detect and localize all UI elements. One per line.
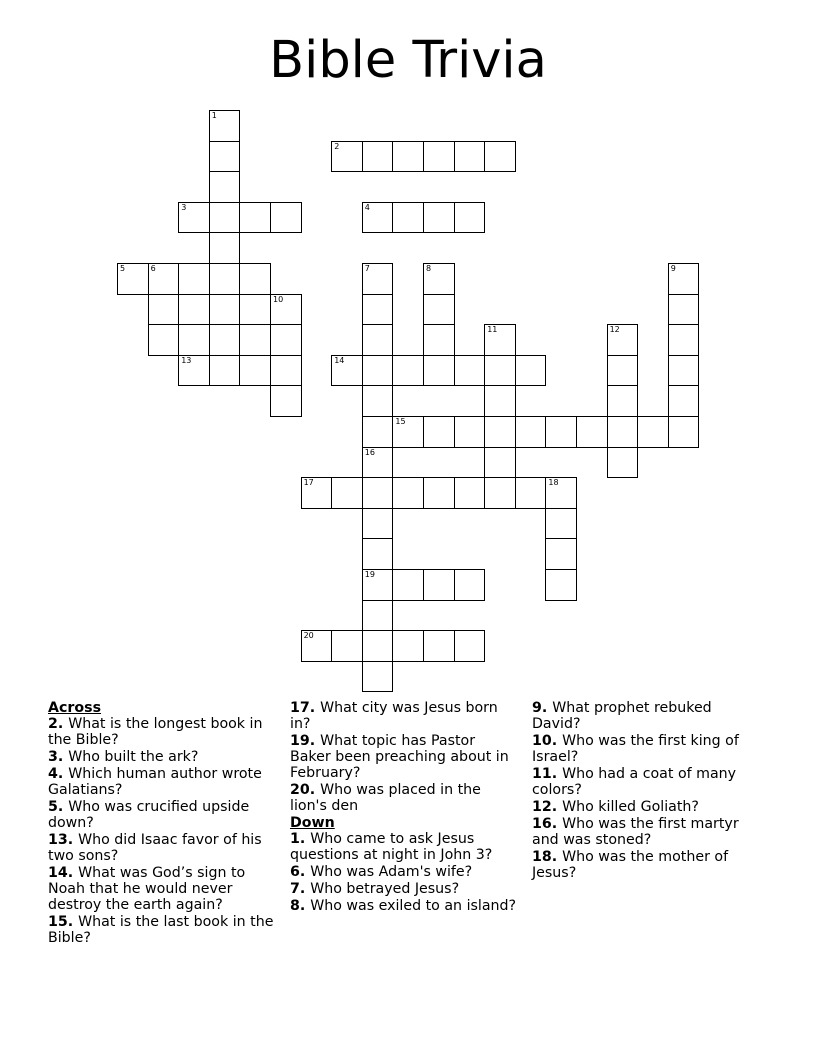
grid-cell[interactable] [484,141,516,173]
down-heading: Down [290,815,335,831]
clue-text: What prophet rebuked David? [532,700,712,732]
clue-number: 2. [48,716,69,732]
grid-cell[interactable] [178,294,210,326]
across-clue-4 [48,766,278,798]
clue-text: Who betrayed Jesus? [310,881,460,897]
down-clue-8 [290,898,520,914]
grid-cell[interactable] [392,630,424,662]
across-clue-13 [48,832,278,864]
clue-number: 14. [48,865,79,881]
clue-text: What topic has Pastor Baker been preaching about in February? [290,733,509,781]
clues-column-2 [290,700,520,915]
grid-cell[interactable] [484,416,516,448]
grid-cell[interactable] [392,569,424,601]
clue-number-19: 19 [364,570,375,579]
grid-cell[interactable] [331,630,363,662]
grid-cell[interactable] [148,263,180,295]
grid-cell[interactable] [484,385,516,417]
clue-number: 4. [48,766,69,782]
grid-cell[interactable] [668,385,700,417]
grid-cell[interactable] [392,416,424,448]
down-clue-6 [290,864,520,880]
clue-number-14: 14 [334,355,345,365]
grid-cell[interactable] [362,538,394,570]
grid-cell[interactable] [270,202,302,234]
grid-cell[interactable] [209,141,241,173]
clue-number-15: 15 [395,417,406,426]
down-clue-16 [532,816,762,848]
clues-column-1 [48,700,278,947]
clue-number-18: 18 [548,478,559,488]
clue-text: What city was Jesus born in? [290,700,498,732]
clue-number: 5. [48,799,69,815]
clue-number-3: 3 [181,202,187,212]
grid-cell[interactable] [423,202,455,234]
clue-text: Who was placed in the lion's den [290,782,481,814]
down-clue-list [290,831,520,914]
clue-number: 16. [532,816,563,832]
clue-number: 17. [290,700,321,716]
down-clue-18 [532,849,762,881]
clues-column-3 [532,700,762,882]
clue-number: 19. [290,733,321,749]
grid-cell[interactable] [545,508,577,540]
clue-text: Who killed Goliath? [562,799,699,815]
grid-cell[interactable] [148,324,180,356]
clue-number: 13. [48,832,79,848]
grid-cell[interactable] [239,294,271,326]
grid-cell[interactable] [362,355,394,387]
clue-number-11: 11 [487,325,498,335]
grid-cell[interactable] [637,416,669,448]
grid-cell[interactable] [209,355,241,387]
grid-cell[interactable] [239,324,271,356]
grid-cell[interactable] [148,294,180,326]
grid-cell[interactable] [545,477,577,509]
clue-text: Who was crucified upside down? [48,799,250,831]
grid-cell[interactable] [484,447,516,479]
clue-number: 12. [532,799,563,815]
clue-number-6: 6 [150,264,156,273]
grid-cell[interactable] [392,477,424,509]
clue-number-13: 13 [181,355,192,365]
grid-cell[interactable] [362,141,394,173]
grid-cell[interactable] [423,141,455,173]
grid-cell[interactable] [362,202,394,234]
grid-cell[interactable] [117,263,149,295]
clue-number: 15. [48,914,79,930]
clue-number: 3. [48,749,69,765]
grid-cell[interactable] [178,202,210,234]
clue-text: What was God’s sign to Noah that he would never destroy the earth again? [48,865,246,913]
grid-cell[interactable] [515,416,547,448]
clue-number: 18. [532,849,563,865]
clue-number-17: 17 [303,478,314,488]
grid-cell[interactable] [423,477,455,509]
clue-number-5: 5 [120,264,126,273]
across-heading: Across [48,700,102,716]
grid-cell[interactable] [545,538,577,570]
grid-cell[interactable] [331,141,363,173]
grid-cell[interactable] [454,141,486,173]
clue-text: Who had a coat of many colors? [532,766,737,798]
grid-cell[interactable] [668,416,700,448]
grid-cell[interactable] [454,355,486,387]
grid-cell[interactable] [178,355,210,387]
grid-cell[interactable] [607,385,639,417]
clue-text: Who was the first martyr and was stoned? [532,816,739,848]
across-clue-list-continued [290,700,520,814]
grid-cell[interactable] [331,355,363,387]
down-clue-1 [290,831,520,863]
clue-text: Who built the ark? [68,749,199,765]
clue-number: 6. [290,864,311,880]
grid-cell[interactable] [607,355,639,387]
clue-text: Who came to ask Jesus questions at night in John 3? [290,831,493,863]
grid-cell[interactable] [270,294,302,326]
grid-cell[interactable] [423,355,455,387]
clue-text: Who was exiled to an island? [310,898,517,914]
clue-number: 20. [290,782,321,798]
grid-cell[interactable] [392,141,424,173]
grid-cell[interactable] [392,202,424,234]
grid-cell[interactable] [454,202,486,234]
clue-text: Who was the mother of Jesus? [532,849,729,881]
grid-cell[interactable] [178,263,210,295]
grid-cell[interactable] [423,630,455,662]
clue-number: 7. [290,881,311,897]
grid-cell[interactable] [301,630,333,662]
clue-text: What is the longest book in the Bible? [48,716,263,748]
grid-cell[interactable] [270,355,302,387]
grid-cell[interactable] [270,385,302,417]
grid-cell[interactable] [668,324,700,356]
grid-cell[interactable] [545,569,577,601]
grid-cell[interactable] [239,263,271,295]
clue-number-2: 2 [334,141,340,151]
grid-cell[interactable] [362,508,394,540]
across-clue-20 [290,782,520,814]
grid-cell[interactable] [607,447,639,479]
across-clue-list [48,716,278,946]
grid-cell[interactable] [515,477,547,509]
grid-cell[interactable] [454,630,486,662]
grid-cell[interactable] [362,416,394,448]
clue-text: Which human author wrote Galatians? [48,766,262,798]
puzzle-title: Bible Trivia [269,31,547,90]
grid-cell[interactable] [454,477,486,509]
grid-cell[interactable] [209,324,241,356]
clue-number-7: 7 [364,264,370,273]
down-clue-10 [532,733,762,765]
grid-cell[interactable] [362,600,394,632]
clue-number: 1. [290,831,311,847]
grid-cell[interactable] [362,263,394,295]
clue-number-1: 1 [211,111,217,120]
grid-cell[interactable] [362,385,394,417]
grid-cell[interactable] [209,110,241,142]
across-clue-19 [290,733,520,781]
grid-cell[interactable] [423,324,455,356]
grid-cell[interactable] [209,171,241,203]
across-clue-3 [48,749,278,765]
across-clue-14 [48,865,278,913]
down-clue-9 [532,700,762,732]
grid-cell[interactable] [209,263,241,295]
across-clue-15 [48,914,278,946]
clue-number-9: 9 [670,264,676,273]
grid-cell[interactable] [362,630,394,662]
grid-cell[interactable] [362,294,394,326]
grid-cell[interactable] [362,324,394,356]
clue-number: 8. [290,898,311,914]
grid-cell[interactable] [607,324,639,356]
clue-number-4: 4 [364,202,370,212]
grid-cell[interactable] [484,355,516,387]
grid-cell[interactable] [362,661,394,693]
grid-cell[interactable] [423,263,455,295]
clue-number: 9. [532,700,553,716]
clue-text: Who was Adam's wife? [310,864,473,880]
grid-cell[interactable] [209,202,241,234]
clue-number-12: 12 [609,325,620,335]
clue-number-8: 8 [426,264,432,273]
grid-cell[interactable] [454,416,486,448]
grid-cell[interactable] [362,447,394,479]
clue-text: Who was the first king of Israel? [532,733,739,765]
down-clue-7 [290,881,520,897]
grid-cell[interactable] [607,416,639,448]
grid-cell[interactable] [239,202,271,234]
grid-cell[interactable] [576,416,608,448]
grid-cell[interactable] [239,355,271,387]
clue-number: 11. [532,766,563,782]
grid-cell[interactable] [515,355,547,387]
down-clue-12 [532,799,762,815]
grid-cell[interactable] [331,477,363,509]
grid-cell[interactable] [301,477,333,509]
clue-text: What is the last book in the Bible? [48,914,274,946]
clue-number-20: 20 [303,631,314,641]
grid-cell[interactable] [209,232,241,264]
across-clue-2 [48,716,278,748]
grid-cell[interactable] [668,355,700,387]
grid-cell[interactable] [270,324,302,356]
grid-cell[interactable] [423,416,455,448]
clue-text: Who did Isaac favor of his two sons? [48,832,262,864]
grid-cell[interactable] [209,294,241,326]
grid-cell[interactable] [423,294,455,326]
down-clue-list-continued [532,700,762,881]
across-clue-17 [290,700,520,732]
across-clue-5 [48,799,278,831]
grid-cell[interactable] [454,569,486,601]
grid-cell[interactable] [668,294,700,326]
clue-number-10: 10 [273,294,284,304]
grid-cell[interactable] [392,355,424,387]
clue-number: 10. [532,733,563,749]
grid-cell[interactable] [668,263,700,295]
down-clue-11 [532,766,762,798]
grid-cell[interactable] [545,416,577,448]
grid-cell[interactable] [423,569,455,601]
clue-number-16: 16 [364,447,375,457]
grid-cell[interactable] [484,477,516,509]
grid-cell[interactable] [484,324,516,356]
grid-cell[interactable] [362,569,394,601]
